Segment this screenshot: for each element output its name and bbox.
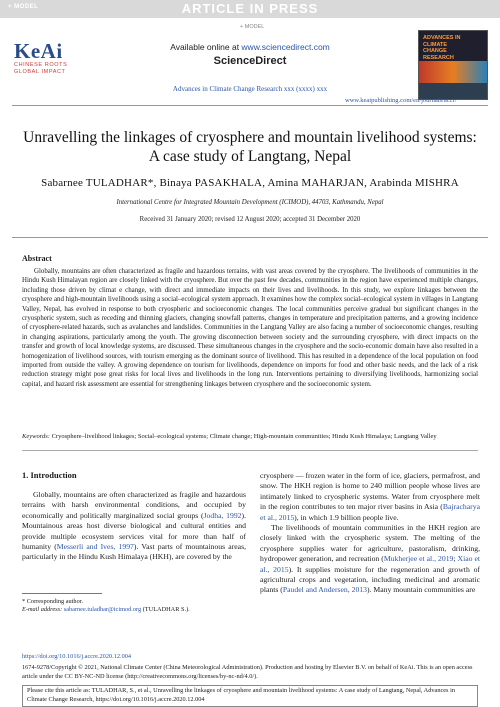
intro-text: ). Mountainous areas host diverse biological and cultural entities and provide multiple ecosystem services vital for more than half of humanity ( xyxy=(22,510,247,552)
footnote xyxy=(22,598,246,615)
keywords xyxy=(22,433,478,440)
sciencedirect-link[interactable]: www.sciencedirect.com xyxy=(241,42,330,52)
abstract-heading: Abstract xyxy=(22,254,52,263)
intro-text: ). Many mountain communities are xyxy=(366,585,476,595)
article-title: Unravelling the linkages of cryosphere and mountain livelihood systems: A case study of Langtang, Nepal xyxy=(23,129,477,165)
affiliation: International Centre for Integrated Mountain Development (ICIMOD), 44703, Kathmandu, Nepal xyxy=(116,199,384,206)
intro-text: ). Vast parts of mountainous areas, particularly in the Hindu Kush Himalaya (HKH), are covered by the xyxy=(22,542,246,562)
email-label: E-mail address: xyxy=(22,606,64,614)
citation-link[interactable]: Xiao et al., 2015 xyxy=(260,554,480,574)
citation-link[interactable]: Paudel and Andersen, 2013 xyxy=(282,585,367,595)
corresponding-author-note: * Corresponding author. xyxy=(22,598,84,605)
footnote-divider xyxy=(22,593,102,594)
intro-paragraph xyxy=(260,471,480,523)
model-label-right: + MODEL xyxy=(240,24,265,30)
cover-title-1: ADVANCES IN xyxy=(423,35,461,41)
logo-name: KeAi xyxy=(14,39,63,63)
citation-link[interactable]: Mukherjee et al., 2019 xyxy=(383,554,454,564)
intro-paragraph xyxy=(260,523,480,596)
sciencedirect-wordmark: ScienceDirect xyxy=(213,55,287,67)
keywords-list: Cryosphere–livelihood linkages; Social–ecological systems; Climate change; High-mountain communities; Hindu Kush Himalaya; Langtang Valley xyxy=(51,433,437,440)
logo-tagline-1: CHINESE ROOTS xyxy=(14,62,68,68)
intro-column-1 xyxy=(22,490,246,563)
citation-box: Please cite this article as: TULADHAR, S., et al., Unravelling the linkages of cryosphere and mountain livelihood systems: A case study of Langtang, Nepal, Advances in Climate Change Research, https://doi.org/10.1016/j.accre.2020.12.004 xyxy=(22,685,478,707)
cover-graphic-band xyxy=(419,61,487,83)
intro-column-2 xyxy=(260,471,480,596)
citation-link[interactable]: Messerli and Ives, 1997 xyxy=(56,542,134,552)
copyright-notice: 1674-9278/Copyright © 2021, National Climate Center (China Meteorological Administration). Production and hosting by Elsevier B.V. on behalf of KeAi. This is an open access article under the CC BY-NC-ND license (http://creativecommons.org/licenses/by-nc-nd/4.0/). xyxy=(22,664,473,680)
intro-text: ; xyxy=(453,554,458,564)
keywords-label: Keywords: xyxy=(22,433,50,440)
citation-link[interactable]: Jodha, 1992 xyxy=(203,510,242,520)
email-link[interactable]: sabarnee.tuladhar@icimod.org xyxy=(63,606,142,614)
article-dates: Received 31 January 2020; revised 12 August 2020; accepted 31 December 2020 xyxy=(139,216,361,223)
banner-title: ARTICLE IN PRESS xyxy=(181,1,319,16)
article-in-press-banner xyxy=(0,0,500,18)
journal-line[interactable]: Advances in Climate Change Research xxx (xxxx) xxx xyxy=(172,85,328,93)
model-label-left: + MODEL xyxy=(8,4,39,10)
cover-title xyxy=(423,35,461,61)
cover-title-2: CLIMATE xyxy=(423,41,448,48)
citation-link[interactable]: Bajracharya et al., 2015 xyxy=(260,502,480,522)
email-line xyxy=(22,606,246,614)
keywords-divider xyxy=(22,450,478,451)
available-prefix: Available online at xyxy=(170,42,242,52)
journal-cover-image xyxy=(418,30,488,100)
intro-text: The livelihoods of mountain communities in the HKH region are closely linked with the cryospheric system. The melting of the cryosphere supplies water for agriculture, pastoralism, drinking, hydropower generation, and recreation ( xyxy=(260,523,480,564)
abstract-divider xyxy=(12,237,488,238)
author-list: Sabarnee TULADHAR*, Binaya PASAKHALA, Amina MAHARJAN, Arabinda MISHRA xyxy=(41,177,459,189)
cover-title-4: RESEARCH xyxy=(423,54,454,61)
intro-text: cryosphere — frozen water in the form of ice, glaciers, permafrost, and snow. The HKH region is home to 240 million people whose lives are intimately linked to cryospheric systems. Water from cryosphere melt in the region contributes to ten major river basins in Asia ( xyxy=(260,471,480,512)
doi-link[interactable]: https://doi.org/10.1016/j.accre.2020.12.004 xyxy=(22,653,132,660)
intro-text: ). It supplies moisture for the regeneration and growth of agricultural crops and vegetation, including medicinal and aromatic plants ( xyxy=(260,564,480,595)
intro-text: ), in which 1.9 billion people live. xyxy=(294,512,399,522)
abstract-text: Globally, mountains are often characterized as fragile and hazardous terrains, with vast areas covered by the cryosphere. The livelihoods of communities in the Hindu Kush Himalayan region are closely linked with the cryosphere. But over the past few decades, communities in the region have experienced multiple changes, including those driven by climat e change, with direct and immediate impacts on their lives and livelihoods. In this study, we explore linkages between the cryosphere and high-mountain livelihoods using a social–ecological system approach. It examines how the complex social–ecological system in villages in Langtang Valley, Nepal, has evolved in response to both cryospheric and socioeconomic changes. The local communities perceive gradual but significant changes in the cryospheric system, such as receding and thinning glaciers, changing snowfall patterns, changes in temperature and precipitation patterns, and a growing incidence of cryosphere-related hazards, such as avalanches and landslides. Communities in the Langtang Valley are also facing a number of socioeconomic changes, resulting in changing aspirations, particularly among the youth. The growing disconnection between society and the surrounding cryosphere, with direct impacts on the transfer and growth of local knowledge systems, are discussed. These simultaneous changes in the cryosphere and the socio-economic domain have also resulted in a homogenization of livelihood sources, with tourism emerging as the dominant source of livelihood. This has resulted in a dependence of the local population on food imported from outside the valley. A growing dependence on tourism for livelihoods, dependence on imports for food and other basic needs, and the lack of a risk reduction strategy might pose great risks for local lives and livelihoods in the long run. Interventions pertaining to diversifying livelihoods, harmonizing social capital, and hazard risk assessment are essential for strengthening linkages between cryosphere and the socioeconomic system. xyxy=(22,268,478,388)
intro-text: Globally, mountains are often characterized as fragile and hazardous terrains with harsh environmental conditions, and occupied by economically and politically marginalized social groups ( xyxy=(22,490,246,520)
logo-tagline-2: GLOBAL IMPACT xyxy=(14,69,66,75)
header-divider xyxy=(12,105,488,106)
email-suffix: (TULADHAR S.). xyxy=(141,606,190,614)
cover-title-3: CHANGE xyxy=(423,48,447,54)
section-heading-introduction: 1. Introduction xyxy=(22,470,77,480)
journal-website-link[interactable]: www.keaipublishing.com/en/journals/accr/ xyxy=(345,97,457,104)
